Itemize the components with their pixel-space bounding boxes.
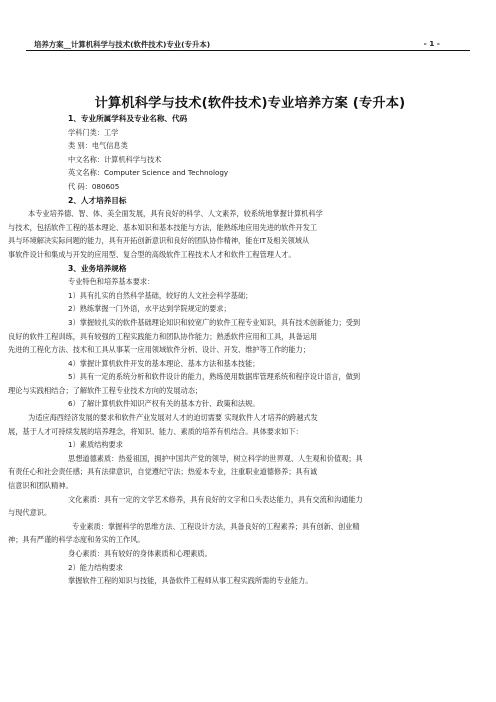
document-title: 计算机科学与技术(软件技术)专业培养方案 (专升本) [94, 96, 406, 111]
requirement-item-cont: 先进的工程化方法、技术和工具从事某一应用领域软件分析、设计、开发、维护等工作的能力； [8, 345, 310, 355]
section-heading: 2、人才培养目标 [68, 195, 127, 205]
paragraph-line: 事软件设计和集成与开发的应用型、复合型的高级软件工程技术人才和软件工程管理人才。 [8, 249, 296, 259]
ability-line: 掌握软件工程的知识与技能，具备软件工程师从事工程实践所需的专业能力。 [68, 576, 313, 586]
requirement-item: 6）了解计算机软件知识产权有关的基本方针、政策和法规。 [68, 399, 260, 409]
requirement-item: 5）具有一定的系统分析和软件设计的能力，熟练使用数据库管理系统和程序设计语言，做到 [68, 372, 361, 382]
section-heading: 3、业务培养规格 [68, 263, 127, 273]
quality-line: 专业素质：掌握科学的思维方法、工程设计方法，具备良好的工程素养；具有创新、创业精 [72, 521, 360, 531]
paragraph-line: 具与环境解决实际问题的能力，具有开拓创新意识和良好的团队协作精神，能在IT及相关领域从 [8, 236, 310, 246]
quality-line-cont: 信意识和团队精神。 [8, 481, 73, 491]
header-rule [26, 50, 470, 51]
subsection-heading: 1）素质结构要求 [68, 440, 123, 450]
quality-line: 思想道德素质：热爱祖国，拥护中国共产党的领导，树立科学的世界观、人生观和价值观；具 [68, 453, 363, 463]
quality-line-cont: 神；具有严谨的科学态度和务实的工作风。 [8, 535, 145, 545]
section-heading: 1、专业所属学科及专业名称、代码 [68, 114, 188, 123]
subsection-heading: 2）能力结构要求 [68, 562, 123, 572]
requirement-item-cont: 良好的软件工程训练，具有较强的工程实践能力和团队协作能力；熟悉软件应用和工具，具备运用 [8, 331, 318, 341]
requirement-item: 4）掌握计算机软件开发的基本理论、基本方法和基本技能； [68, 358, 260, 368]
paragraph-line: 与技术，包括软件工程的基本理论、基本知识和基本技能与方法，能熟练地应用先进的软件开发工 [8, 222, 318, 232]
header-title: 培养方案__计算机科学与技术(软件技术)专业(专升本) [34, 40, 211, 49]
quality-line-cont: 与现代意识。 [8, 508, 52, 518]
paragraph-line: 展，基于人才可持续发展的培养理念，将知识、能力、素质的培养有机结合。具体要求如下： [8, 426, 303, 436]
requirement-item: 2）熟练掌握一门外语，水平达到学院规定的要求； [68, 304, 231, 314]
paragraph-line: 为适应海西经济发展的要求和软件产业发展对人才的迫切需要 实现软件人才培养的跨越式发 [28, 413, 318, 423]
quality-line: 身心素质：具有较好的身体素质和心理素质。 [68, 549, 212, 558]
paragraph-line: 本专业培养德、智、体、美全面发展，具有良好的科学、人文素养，较系统地掌握计算机科学 [28, 209, 323, 219]
quality-line-cont: 有责任心和社会责任感；具有法律意识，自觉遵纪守法；热爱本专业，注重职业道德修养；具有诚 [8, 467, 318, 477]
requirement-item: 1）具有扎实的自然科学基础，较好的人文社会科学基础； [68, 290, 253, 300]
quality-line: 文化素质：具有一定的文学艺术修养，具有良好的文字和口头表达能力，具有交流和沟通能力 [68, 494, 363, 504]
discipline-line: 学科门类：工学 [68, 127, 119, 137]
requirement-item-cont: 理论与实践相结合；了解软件工程专业技术方向的发展动态； [8, 385, 203, 395]
chinese-name-line: 中文名称：计算机科学与技术 [68, 154, 162, 164]
running-header [26, 36, 470, 50]
english-name-line: 英文名称：Computer Science and Technology [68, 168, 229, 178]
requirements-intro: 专业特色和培养基本要求： [68, 277, 155, 287]
category-line: 类 别：电气信息类 [68, 141, 128, 151]
page-number: - 1 - [423, 39, 440, 48]
code-line: 代 码：080605 [68, 181, 120, 191]
document-body [8, 112, 446, 588]
requirement-item: 3）掌握较扎实的软件基础理论知识和较宽广的软件工程专业知识，具有技术创新能力；受到 [68, 317, 361, 327]
